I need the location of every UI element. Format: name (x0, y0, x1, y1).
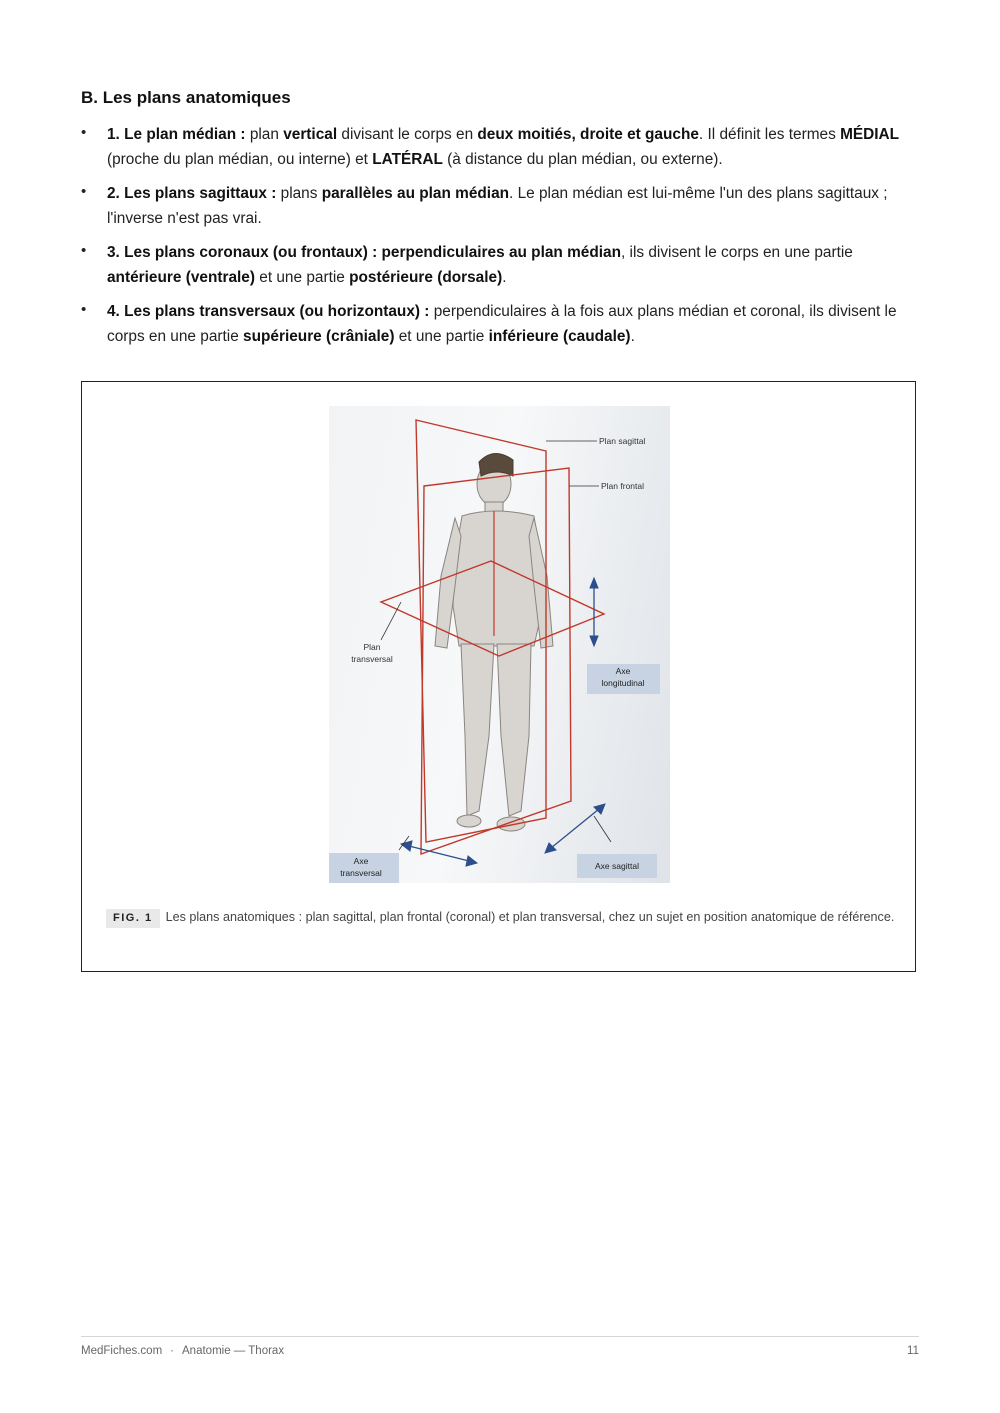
footer-separator: · (170, 1345, 175, 1357)
text-run: et une partie (254, 269, 350, 286)
label-axe-longitudinal-2: longitudinal (601, 678, 645, 688)
bold-text-run: 2. Les plans sagittaux : (107, 185, 277, 202)
bold-text-run: supérieure (crâniale) (243, 328, 395, 345)
label-plan-sagittal: Plan sagittal (599, 436, 646, 446)
bullet-icon: • (81, 242, 87, 259)
bold-text-run: 4. Les plans transversaux (ou horizontaux) : (107, 303, 430, 320)
text-run: et une partie (394, 328, 489, 345)
figure-tag: FIG. 1 (106, 909, 160, 928)
text-run: plan (245, 126, 284, 143)
list-item (81, 240, 919, 290)
text-run: . Il définit les termes (698, 126, 841, 143)
anatomical-planes-illustration (329, 406, 670, 883)
list-item (81, 181, 919, 231)
figure-caption (106, 908, 896, 928)
text-run: . (630, 328, 635, 345)
anatomy-figure-svg (329, 406, 670, 883)
label-plan-transversal-2: transversal (351, 654, 393, 664)
text-run: (à distance du plan médian, ou externe). (442, 151, 723, 168)
label-axe-transversal-1: Axe (353, 856, 369, 866)
list-item-text (107, 244, 853, 286)
page-number: 11 (907, 1345, 919, 1357)
list-item-text (107, 126, 899, 168)
text-run: (proche du plan médian, ou interne) et (107, 151, 373, 168)
bullet-icon: • (81, 301, 87, 318)
list-item-text (107, 185, 888, 227)
text-run: perpendiculaires à la fois aux plans médian et coronal, ils divisent le corps en une partie (107, 303, 897, 345)
bold-text-run: vertical (283, 126, 338, 143)
bullet-list (81, 122, 919, 349)
bold-text-run: LATÉRAL (372, 151, 443, 168)
label-axe-longitudinal-1: Axe (615, 666, 631, 676)
sagittal-axis-arrow (545, 804, 605, 853)
label-axe-sagittal: Axe sagittal (595, 861, 639, 871)
bold-text-run: inférieure (caudale) (488, 328, 631, 345)
footer-site: MedFiches.com (81, 1345, 163, 1357)
bold-text-run: postérieure (dorsale) (349, 269, 503, 286)
bold-text-run: 1. Le plan médian : (107, 126, 246, 143)
text-run: divisant le corps en (337, 126, 478, 143)
leader-line (381, 602, 401, 640)
section-title: B. Les plans anatomiques (81, 88, 291, 107)
bold-text-run: 3. Les plans coronaux (ou frontaux) : perpendiculaires au plan médian (107, 244, 621, 261)
longitudinal-axis-arrow (590, 578, 598, 646)
list-item-text (107, 303, 897, 345)
text-run: . (502, 269, 507, 286)
label-plan-transversal-1: Plan (363, 642, 381, 652)
text-run: , ils divisent le corps en une partie (620, 244, 853, 261)
list-item (81, 299, 919, 349)
text-run: plans (276, 185, 322, 202)
bullet-icon: • (81, 183, 87, 200)
text-run: . Le plan médian est lui-même l'un des plans sagittaux ; l'inverse n'est pas vrai. (107, 185, 888, 227)
transverse-axis-arrow (401, 841, 477, 866)
bold-text-run: antérieure (ventrale) (107, 269, 255, 286)
bold-text-run: MÉDIAL (840, 126, 900, 143)
label-axe-transversal-2: transversal (340, 868, 382, 878)
bullet-icon: • (81, 124, 87, 141)
page-footer (81, 1336, 919, 1357)
figure-box (81, 381, 916, 972)
figure-caption-text: Les plans anatomiques : plan sagittal, plan frontal (coronal) et plan transversal, chez un sujet en position anatomique de référence. (165, 910, 895, 924)
label-plan-frontal: Plan frontal (601, 481, 644, 491)
leader-line (594, 816, 611, 842)
bold-text-run: parallèles au plan médian (321, 185, 510, 202)
bold-text-run: deux moitiés, droite et gauche (477, 126, 699, 143)
list-item (81, 122, 919, 172)
footer-section: Anatomie — Thorax (182, 1345, 285, 1357)
page-content (81, 88, 919, 358)
